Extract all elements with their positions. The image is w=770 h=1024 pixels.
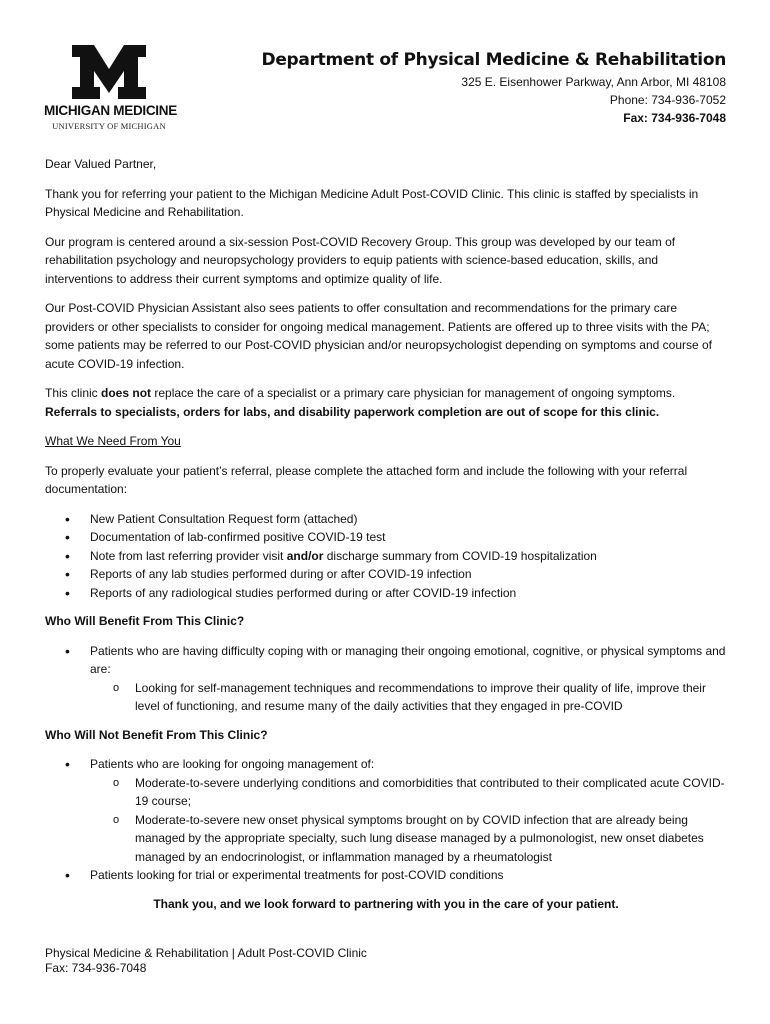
sub-list-item: o Moderate-to-severe new onset physical symptoms brought on by COVID infection that are already being managed by the appropriate specialty, such lung disease managed by a pulmonologist, new onset diabetes managed by an endocrinologist, or inflammation managed by a rheumatologist <box>90 811 727 867</box>
department-title: Department of Physical Medicine & Rehabilitation <box>261 50 726 70</box>
letterhead <box>206 49 726 127</box>
paragraph-scope <box>45 384 727 421</box>
need-list <box>45 510 727 603</box>
list-item: • Reports of any lab studies performed during or after COVID-19 infection <box>45 565 727 584</box>
address: 325 E. Eisenhower Parkway, Ann Arbor, MI 48108 <box>461 75 726 89</box>
paragraph-intro: Thank you for referring your patient to the Michigan Medicine Adult Post-COVID Clinic. This clinic is staffed by specialists in Physical Medicine and Rehabilitation. <box>45 186 699 219</box>
sub-list-item: o Moderate-to-severe underlying conditions and comorbidities that contributed to their complicated acute COVID-19 course; <box>90 774 727 811</box>
list-item-text: Patients who are looking for ongoing management of: <box>90 757 375 771</box>
letter-body <box>45 155 727 925</box>
benefit-list <box>45 642 727 716</box>
list-item: • Patients looking for trial or experimental treatments for post-COVID conditions <box>45 866 727 885</box>
benefit-sublist <box>90 679 727 716</box>
sub-list-item: o Looking for self-management techniques and recommendations to improve their quality of life, improve their level of functioning, and resume many of the daily activities that they engaged in pre-COVID <box>90 679 727 716</box>
paragraph-physician-assistant: Our Post-COVID Physician Assistant also sees patients to offer consultation and recommendations for the primary care providers or other specialists to consider for ongoing medical management. Patients are offered up to three visits with the PA; some patients may be referred to our Post-COVID physician and/or neuropsychologist depending on symptoms and course of acute COVID-19 infection. <box>45 301 713 371</box>
list-item <box>45 642 727 716</box>
footer-fax: Fax: 734-936-7048 <box>45 961 147 975</box>
fax: Fax: 734-936-7048 <box>623 111 726 125</box>
page-footer <box>45 946 367 976</box>
phone: Phone: 734-936-7052 <box>609 93 726 107</box>
block-m-icon <box>72 45 146 99</box>
section-heading-need: What We Need From You <box>45 434 181 448</box>
scope-text-end: replace the care of a specialist or a primary care physician for management of ongoing symptoms. <box>151 386 676 400</box>
closing-line: Thank you, and we look forward to partnering with you in the care of your patient. <box>153 896 619 911</box>
list-item-text: Patients who are having difficulty coping with or managing their ongoing emotional, cognitive, or physical symptoms and are: <box>90 643 726 676</box>
paragraph-program: Our program is centered around a six-session Post-COVID Recovery Group. This group was developed by our team of rehabilitation psychology and neuropsychology providers to equip patients with science-based education, skills, and interventions to address their current symptoms and optimize quality of life. <box>45 234 676 286</box>
footer-clinic: Physical Medicine & Rehabilitation | Adult Post-COVID Clinic <box>45 946 367 960</box>
logo-wordmark: MICHIGAN MEDICINE <box>44 103 177 118</box>
section-heading-not-benefit: Who Will Not Benefit From This Clinic? <box>45 727 268 742</box>
scope-bold-note: Referrals to specialists, orders for labs, and disability paperwork completion are out of scope for this clinic. <box>45 404 660 419</box>
list-item: • Reports of any radiological studies performed during or after COVID-19 infection <box>45 584 727 603</box>
need-intro: To properly evaluate your patient’s referral, please complete the attached form and include the following with your referral documentation: <box>45 463 688 496</box>
greeting: Dear Valued Partner, <box>45 157 157 171</box>
list-item <box>45 547 727 566</box>
scope-text: This clinic <box>45 386 102 400</box>
logo-subtitle: UNIVERSITY OF MICHIGAN <box>52 121 166 131</box>
list-item <box>45 755 727 866</box>
not-benefit-sublist <box>90 774 727 867</box>
scope-emphasis: does not <box>101 386 152 400</box>
section-heading-benefit: Who Will Benefit From This Clinic? <box>45 614 245 628</box>
not-benefit-list <box>45 755 727 885</box>
list-item-text-end: discharge summary from COVID-19 hospitalization <box>323 548 597 563</box>
list-item: • Documentation of lab-confirmed positive COVID-19 test <box>45 528 727 547</box>
list-item: • New Patient Consultation Request form (attached) <box>45 510 727 529</box>
list-item-text: Note from last referring provider visit <box>90 548 287 563</box>
list-item-emphasis: and/or <box>286 548 324 563</box>
michigan-medicine-logo <box>44 45 177 131</box>
